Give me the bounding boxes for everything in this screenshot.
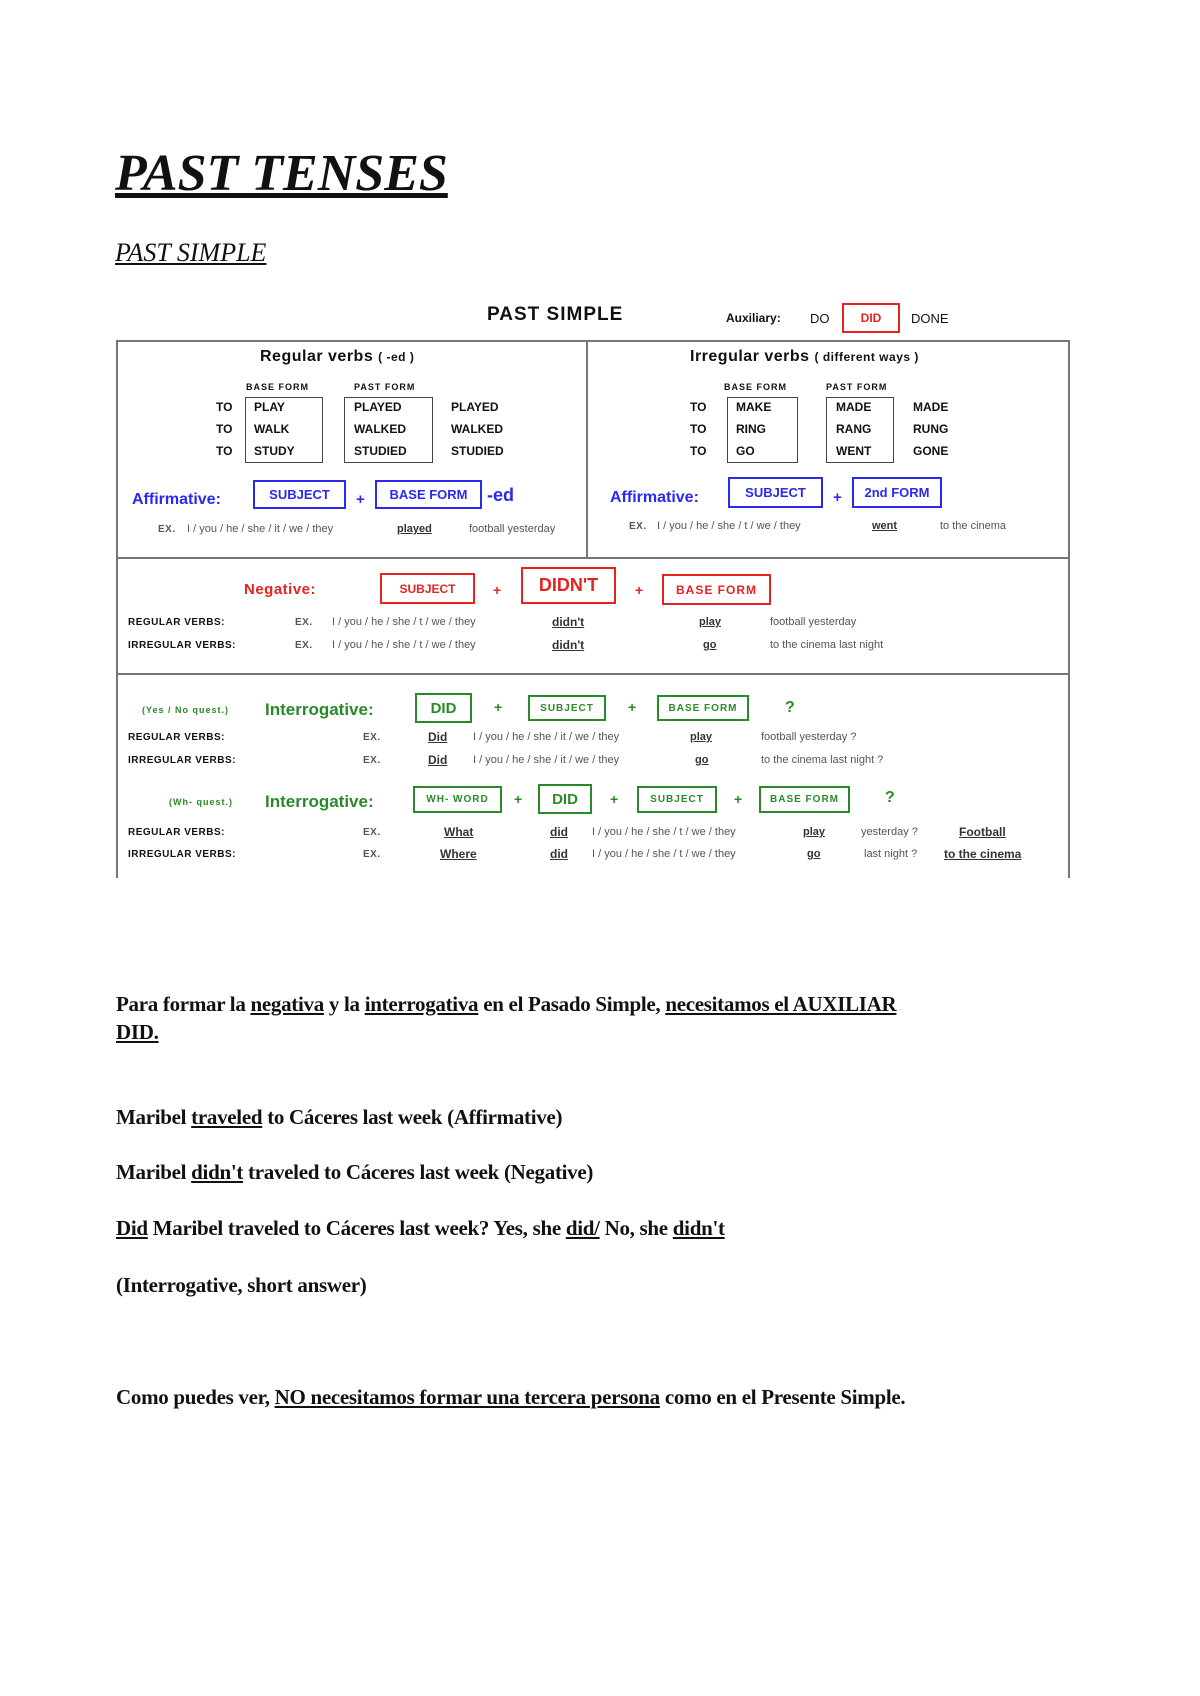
text-underlined: NO necesitamos formar una tercera persona — [274, 1385, 660, 1409]
example-pronouns: I / you / he / she / it / we / they — [473, 731, 620, 743]
auxiliary-done: DONE — [911, 311, 949, 326]
example-rest: to the cinema — [940, 520, 1007, 532]
example-label: EX. — [363, 827, 381, 838]
page-title: PAST TENSES — [115, 145, 448, 202]
example-negative-sentence — [116, 1162, 593, 1183]
didnt-box: DIDN'T — [521, 567, 616, 604]
example-answer: Football — [959, 825, 1006, 839]
explanation-paragraph — [116, 994, 896, 1015]
example-label: EX. — [158, 524, 176, 535]
example-aux: didn't — [552, 638, 585, 652]
irregular-past-verb: MADE — [836, 400, 872, 414]
text-segment: Maribel — [116, 1160, 192, 1184]
regular-base-label: BASE FORM — [246, 382, 309, 392]
conclusion-paragraph — [116, 1387, 905, 1408]
irregular-heading-text: Irregular verbs — [690, 348, 810, 365]
interrogative-label: Interrogative: — [265, 792, 374, 811]
frame-divider-interrogative — [116, 673, 1070, 675]
verb-type-label: REGULAR VERBS: — [128, 732, 226, 743]
example-aux: Did — [428, 753, 448, 767]
subject-box: SUBJECT — [728, 477, 823, 508]
example-aux: did — [550, 847, 568, 861]
negative-label: Negative: — [244, 581, 317, 598]
example-label: EX. — [363, 849, 381, 860]
text-segment: Maribel — [116, 1105, 192, 1129]
irregular-affirmative-label: Affirmative: — [610, 489, 699, 506]
regular-affirmative-label: Affirmative: — [132, 491, 221, 508]
example-rest: football yesterday ? — [761, 731, 857, 743]
wh-note: (Wh- quest.) — [169, 797, 233, 807]
subject-box: SUBJECT — [528, 695, 606, 721]
example-rest: football yesterday — [469, 523, 556, 535]
verb-type-label: REGULAR VERBS: — [128, 617, 226, 628]
example-pronouns: I / you / he / she / it / we / they — [187, 523, 334, 535]
example-wh-word: Where — [440, 847, 477, 861]
text-underlined: Did — [116, 1216, 148, 1240]
to-label: TO — [216, 444, 233, 458]
irregular-participle: MADE — [913, 400, 949, 414]
verb-type-label: IRREGULAR VERBS: — [128, 755, 237, 766]
regular-heading-note: ( -ed ) — [378, 350, 415, 364]
example-pronouns: I / you / he / she / t / we / they — [332, 639, 476, 651]
text-segment: traveled to Cáceres last week (Negative) — [243, 1160, 594, 1184]
irregular-base-verb: MAKE — [736, 400, 772, 414]
example-aux: did — [550, 825, 568, 839]
subject-box: SUBJECT — [253, 480, 346, 509]
example-wh-word: What — [444, 825, 474, 839]
irregular-participle: GONE — [913, 444, 949, 458]
ed-suffix: -ed — [487, 485, 514, 505]
auxiliary-do: DO — [810, 311, 830, 326]
example-verb: go — [703, 639, 717, 651]
to-label: TO — [690, 444, 707, 458]
example-rest: football yesterday — [770, 616, 857, 628]
plus-sign: + — [493, 582, 502, 598]
example-rest: to the cinema last night — [770, 639, 884, 651]
regular-past-label: PAST FORM — [354, 382, 416, 392]
yesno-note: (Yes / No quest.) — [142, 705, 230, 715]
regular-participle: WALKED — [451, 422, 503, 436]
example-rest: yesterday ? — [861, 826, 918, 838]
example-label: EX. — [363, 732, 381, 743]
example-pronouns: I / you / he / she / t / we / they — [657, 520, 801, 532]
text-underlined: didn't — [672, 1216, 725, 1240]
example-label: EX. — [295, 617, 313, 628]
frame-left — [116, 340, 118, 878]
verb-type-label: IRREGULAR VERBS: — [128, 849, 237, 860]
example-pronouns: I / you / he / she / t / we / they — [592, 848, 736, 860]
subject-box: SUBJECT — [637, 786, 717, 813]
base-form-box: BASE FORM — [662, 574, 771, 605]
text-underlined: necesitamos el AUXILIAR — [665, 992, 897, 1016]
text-underlined: interrogativa — [364, 992, 479, 1016]
example-label: EX. — [295, 640, 313, 651]
example-verb: played — [397, 523, 432, 535]
second-form-box: 2nd FORM — [852, 477, 942, 508]
subject-box: SUBJECT — [380, 573, 475, 604]
base-form-box: BASE FORM — [759, 786, 850, 813]
to-label: TO — [690, 400, 707, 414]
question-mark: ? — [885, 789, 895, 806]
example-label: EX. — [629, 521, 647, 532]
regular-heading — [260, 349, 414, 365]
text-segment: y la — [323, 992, 365, 1016]
interrogative-label: Interrogative: — [265, 700, 374, 719]
base-form-box: BASE FORM — [657, 695, 749, 721]
plus-sign: + — [734, 791, 743, 807]
regular-past-verb: STUDIED — [354, 444, 407, 458]
interrogative-note: (Interrogative, short answer) — [116, 1273, 367, 1297]
frame-top — [116, 340, 1070, 342]
irregular-base-verb: GO — [736, 444, 755, 458]
section-title: PAST SIMPLE — [115, 238, 267, 267]
text-underlined: DID. — [116, 1020, 159, 1044]
irregular-base-label: BASE FORM — [724, 382, 787, 392]
text-segment: No, she — [599, 1216, 673, 1240]
irregular-heading — [690, 349, 919, 365]
frame-divider-vertical — [586, 340, 588, 558]
plus-sign: + — [610, 791, 619, 807]
to-label: TO — [690, 422, 707, 436]
regular-past-verb: PLAYED — [354, 400, 402, 414]
example-verb: go — [807, 848, 821, 860]
example-affirmative-sentence — [116, 1107, 562, 1128]
text-underlined: did/ — [565, 1216, 600, 1240]
wh-word-box: WH- WORD — [413, 786, 502, 813]
regular-base-verb: PLAY — [254, 400, 285, 414]
example-verb: went — [872, 520, 898, 532]
text-segment: como en el Presente Simple. — [659, 1385, 906, 1409]
irregular-participle: RUNG — [913, 422, 949, 436]
example-label: EX. — [363, 755, 381, 766]
base-form-box: BASE FORM — [375, 480, 482, 509]
text-segment: en el Pasado Simple, — [478, 992, 666, 1016]
example-rest: to the cinema last night ? — [761, 754, 884, 766]
plus-sign: + — [833, 489, 842, 506]
text-underlined: traveled — [191, 1105, 263, 1129]
text-segment: Como puedes ver, — [116, 1385, 275, 1409]
did-box: DID — [538, 784, 592, 814]
plus-sign: + — [356, 491, 365, 508]
text-underlined: didn't — [191, 1160, 244, 1184]
regular-participle: PLAYED — [451, 400, 499, 414]
text-segment: Maribel traveled to Cáceres last week? Yes, she — [147, 1216, 566, 1240]
to-label: TO — [216, 422, 233, 436]
frame-right — [1068, 340, 1070, 878]
regular-heading-text: Regular verbs — [260, 348, 374, 365]
frame-divider-negative — [116, 557, 1070, 559]
question-mark: ? — [785, 699, 795, 716]
example-verb: go — [695, 754, 709, 766]
text-underlined: negativa — [250, 992, 324, 1016]
irregular-past-verb: RANG — [836, 422, 872, 436]
example-interrogative-sentence — [116, 1218, 725, 1239]
irregular-base-verb: RING — [736, 422, 766, 436]
verb-type-label: IRREGULAR VERBS: — [128, 640, 237, 651]
example-pronouns: I / you / he / she / t / we / they — [332, 616, 476, 628]
plus-sign: + — [628, 699, 637, 715]
example-verb: play — [690, 731, 713, 743]
text-segment: Para formar la — [116, 992, 251, 1016]
example-verb: play — [803, 826, 826, 838]
example-pronouns: I / you / he / she / t / we / they — [592, 826, 736, 838]
regular-base-verb: STUDY — [254, 444, 295, 458]
did-box: DID — [415, 693, 472, 723]
auxiliary-label: Auxiliary: — [726, 311, 781, 325]
example-answer: to the cinema — [944, 847, 1022, 861]
chart-title: PAST SIMPLE — [487, 304, 624, 325]
example-aux: didn't — [552, 615, 585, 629]
to-label: TO — [216, 400, 233, 414]
example-pronouns: I / you / he / she / it / we / they — [473, 754, 620, 766]
plus-sign: + — [494, 699, 503, 715]
irregular-heading-note: ( different ways ) — [814, 350, 919, 364]
example-rest: last night ? — [864, 848, 918, 860]
regular-base-verb: WALK — [254, 422, 290, 436]
verb-type-label: REGULAR VERBS: — [128, 827, 226, 838]
example-verb: play — [699, 616, 722, 628]
regular-past-verb: WALKED — [354, 422, 406, 436]
plus-sign: + — [635, 582, 644, 598]
irregular-past-verb: WENT — [836, 444, 872, 458]
irregular-past-label: PAST FORM — [826, 382, 888, 392]
regular-participle: STUDIED — [451, 444, 504, 458]
example-aux: Did — [428, 730, 448, 744]
plus-sign: + — [514, 791, 523, 807]
text-segment: to Cáceres last week (Affirmative) — [262, 1105, 563, 1129]
auxiliary-did-box: DID — [842, 303, 900, 333]
